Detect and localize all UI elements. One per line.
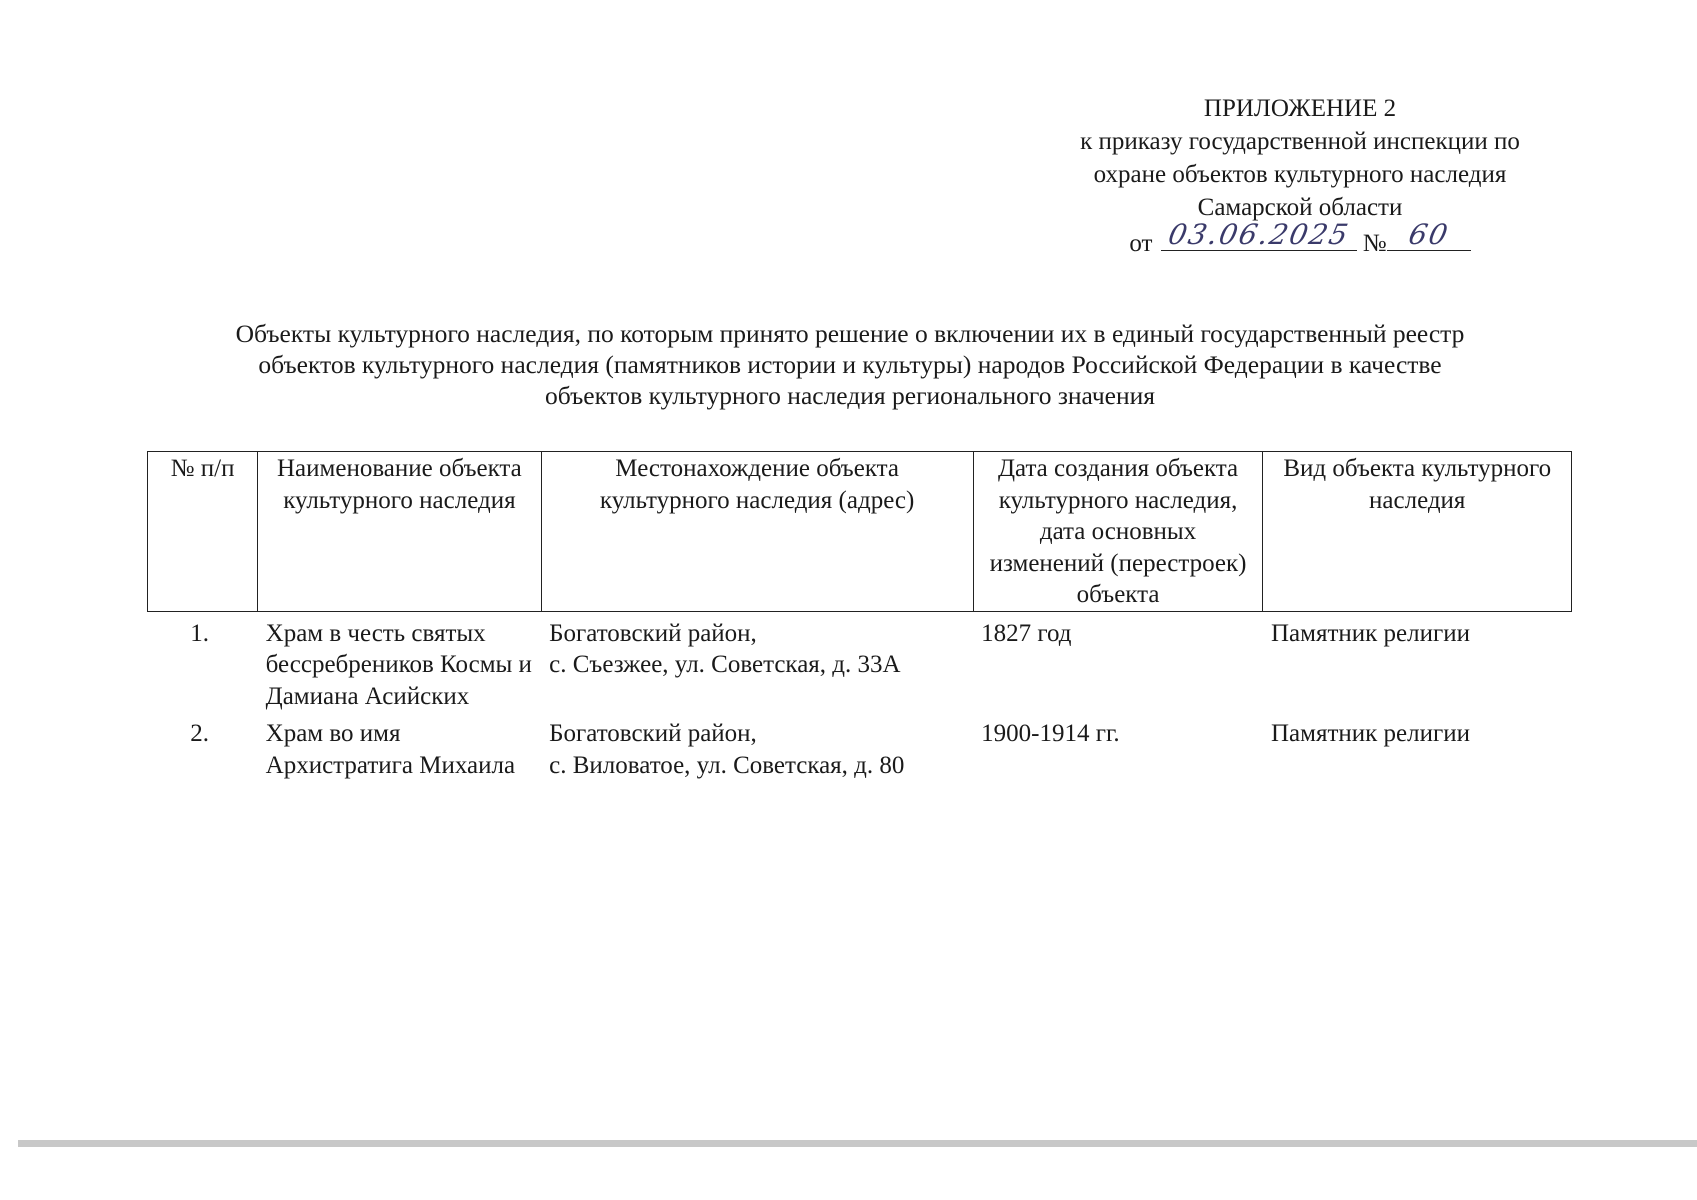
annex-date-line	[1129, 218, 1470, 260]
row-address-line-1: Богатовский район,	[549, 720, 757, 747]
annex-header	[1010, 92, 1590, 260]
header-address: Местонахождение объекта культурного наследия (адрес)	[541, 452, 973, 612]
annex-line-2: охране объектов культурного наследия	[1093, 161, 1507, 188]
row-name: Храм в честь святых бессребреников Космы и Дамиана Асийских	[265, 619, 532, 710]
row-type: Памятник религии	[1270, 720, 1470, 747]
handwritten-number: 60	[1405, 218, 1453, 251]
row-address-line-2: с. Съезжее, ул. Советская, д. 33А	[549, 651, 901, 678]
heritage-table	[147, 451, 1572, 781]
row-address-line-2: с. Виловатое, ул. Советская, д. 80	[549, 751, 905, 779]
header-date: Дата создания объекта культурного наследия, дата основных изменений (перестроек) объекта	[973, 452, 1263, 612]
title-line-1: Объекты культурного наследия, по которым принято решение о включении их в единый государственный реестр	[235, 319, 1465, 348]
annex-line-3: Самарской области	[1197, 194, 1403, 221]
row-number: 1.	[190, 619, 209, 647]
table-row	[148, 611, 1572, 712]
row-address	[541, 611, 973, 712]
header-number: № п/п	[148, 452, 258, 612]
annex-line-1: к приказу государственной инспекции по	[1080, 128, 1520, 155]
number-label: №	[1362, 230, 1387, 257]
date-field	[1161, 218, 1357, 251]
handwritten-date: 03.06.2025	[1164, 218, 1353, 251]
title-line-2: объектов культурного наследия (памятников истории и культуры) народов Российской Федерации в качестве	[258, 350, 1442, 379]
document-title	[120, 318, 1580, 411]
row-number: 2.	[190, 720, 209, 747]
number-field	[1387, 218, 1471, 251]
row-type: Памятник религии	[1270, 619, 1470, 647]
row-address	[541, 712, 973, 781]
annex-title: ПРИЛОЖЕНИЕ 2	[1203, 95, 1397, 122]
table-row	[148, 712, 1572, 781]
page-bottom-rule	[18, 1140, 1697, 1147]
header-name: Наименование объекта культурного наследия	[258, 452, 542, 612]
table-header-row	[148, 452, 1572, 612]
row-date: 1900-1914 гг.	[981, 720, 1120, 747]
header-type: Вид объекта культурного наследия	[1263, 452, 1572, 612]
row-date: 1827 год	[981, 619, 1072, 647]
row-address-line-1: Богатовский район,	[549, 619, 757, 647]
row-name: Храм во имя Архистратига Михаила	[265, 720, 516, 779]
from-label: от	[1129, 230, 1153, 257]
title-line-3: объектов культурного наследия регионального значения	[544, 381, 1156, 410]
